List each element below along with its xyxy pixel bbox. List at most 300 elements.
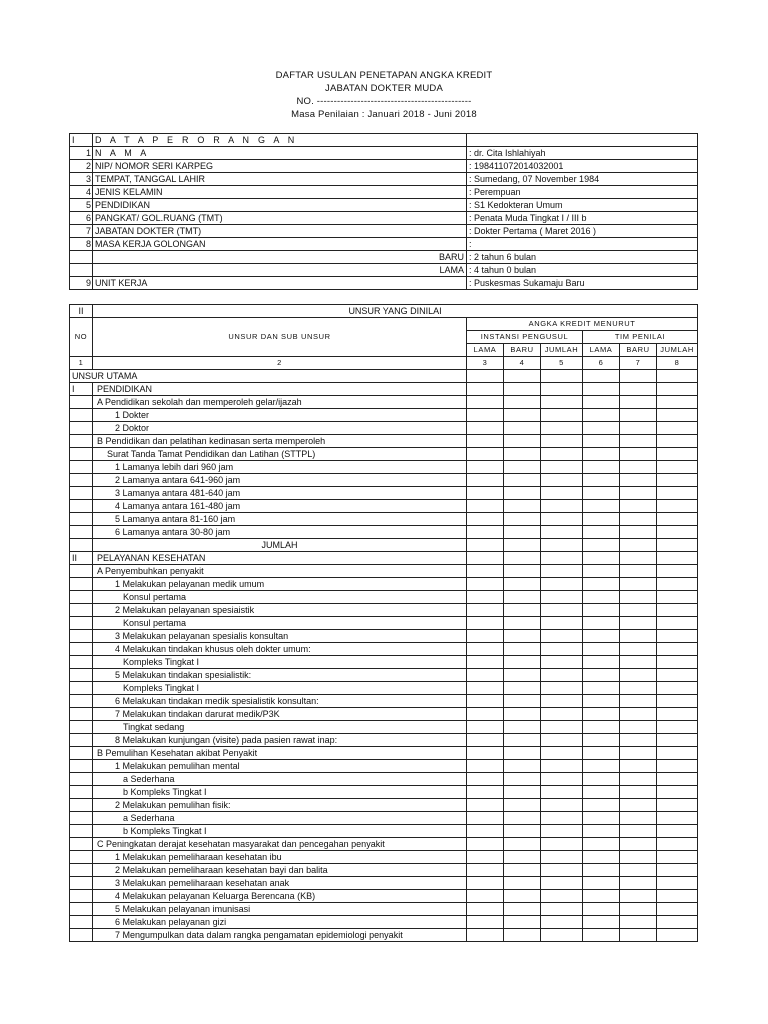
personal-row-no: 5 — [70, 199, 93, 212]
credit-value-cell — [541, 552, 583, 565]
assessment-row-text: 6 Lamanya antara 30-80 jam — [93, 526, 467, 539]
unit-kerja-row — [70, 277, 698, 290]
credit-value-cell — [467, 617, 504, 630]
credit-value-cell — [467, 747, 504, 760]
credit-value-cell — [620, 656, 657, 669]
personal-row-no: 7 — [70, 225, 93, 238]
credit-value-cell — [620, 851, 657, 864]
credit-value-cell — [504, 630, 541, 643]
credit-value-cell — [504, 435, 541, 448]
doc-subtitle: JABATAN DOKTER MUDA — [325, 83, 443, 94]
assessment-row — [70, 890, 698, 903]
personal-data-body — [70, 134, 698, 290]
assessment-row-no — [70, 435, 93, 448]
credit-value-cell — [467, 916, 504, 929]
credit-value-cell — [541, 812, 583, 825]
credit-value-cell — [657, 630, 698, 643]
credit-value-cell — [541, 630, 583, 643]
credit-value-cell — [541, 448, 583, 461]
doc-title: DAFTAR USULAN PENETAPAN ANGKA KREDIT — [275, 70, 493, 81]
credit-value-cell — [541, 708, 583, 721]
credit-value-cell — [620, 864, 657, 877]
assessment-row-no — [70, 838, 93, 851]
personal-row — [70, 225, 698, 238]
assessment-row-no — [70, 448, 93, 461]
credit-value-cell — [657, 708, 698, 721]
assessment-row — [70, 474, 698, 487]
personal-row-value: : Sumedang, 07 November 1984 — [467, 173, 698, 186]
credit-value-cell — [504, 903, 541, 916]
personal-row — [70, 238, 698, 251]
assessment-row — [70, 903, 698, 916]
credit-value-cell — [467, 565, 504, 578]
credit-value-cell — [541, 838, 583, 851]
credit-value-cell — [467, 539, 504, 552]
credit-value-cell — [583, 487, 620, 500]
assessment-row-no — [70, 526, 93, 539]
assessment-row-no — [70, 903, 93, 916]
assessment-row-no — [70, 851, 93, 864]
credit-value-cell — [583, 604, 620, 617]
credit-value-cell — [583, 370, 620, 383]
personal-row-label: JENIS KELAMIN — [93, 186, 467, 199]
credit-value-cell — [583, 513, 620, 526]
credit-value-cell — [504, 838, 541, 851]
credit-value-cell — [541, 565, 583, 578]
credit-value-cell — [504, 916, 541, 929]
assessment-row-text: 2 Melakukan pelayanan spesiaistik — [93, 604, 467, 617]
credit-value-cell — [657, 565, 698, 578]
credit-value-cell — [541, 916, 583, 929]
credit-value-cell — [467, 474, 504, 487]
assessment-row — [70, 773, 698, 786]
credit-value-cell — [504, 695, 541, 708]
credit-value-cell — [583, 422, 620, 435]
assessment-row-text: JUMLAH — [93, 539, 467, 552]
credit-value-cell — [541, 695, 583, 708]
credit-value-cell — [467, 799, 504, 812]
assessment-row-text: B Pendidikan dan pelatihan kedinasan serta memperoleh — [93, 435, 467, 448]
credit-value-cell — [467, 396, 504, 409]
credit-value-cell — [541, 461, 583, 474]
assessment-row-text: A Penyembuhkan penyakit — [93, 565, 467, 578]
personal-data-table — [69, 133, 698, 290]
credit-value-cell — [620, 370, 657, 383]
col-angka-header: ANGKA KREDIT MENURUT — [467, 318, 698, 331]
assessment-row — [70, 409, 698, 422]
credit-value-cell — [583, 747, 620, 760]
credit-value-cell — [620, 825, 657, 838]
personal-row-no: 4 — [70, 186, 93, 199]
assessment-row-no — [70, 396, 93, 409]
credit-value-cell — [620, 786, 657, 799]
credit-value-cell — [657, 578, 698, 591]
credit-value-cell — [583, 396, 620, 409]
credit-value-cell — [657, 552, 698, 565]
credit-value-cell — [583, 669, 620, 682]
personal-section-header-row — [70, 134, 698, 147]
personal-row-label: NIP/ NOMOR SERI KARPEG — [93, 160, 467, 173]
assessment-row-no — [70, 487, 93, 500]
assessment-row-text: 8 Melakukan kunjungan (visite) pada pasien rawat inap: — [93, 734, 467, 747]
credit-value-cell — [504, 825, 541, 838]
personal-row — [70, 186, 698, 199]
personal-row-label: N A M A — [93, 147, 467, 160]
assessment-row — [70, 669, 698, 682]
credit-value-cell — [467, 552, 504, 565]
assessment-row-text: 2 Doktor — [93, 422, 467, 435]
credit-value-cell — [467, 773, 504, 786]
assessment-table — [69, 304, 698, 942]
credit-value-cell — [467, 370, 504, 383]
assessment-roman: II — [70, 305, 93, 318]
credit-value-cell — [657, 656, 698, 669]
assessment-row — [70, 838, 698, 851]
masa-kerja-baru-label: BARU — [93, 251, 467, 264]
personal-row — [70, 212, 698, 225]
credit-value-cell — [583, 799, 620, 812]
credit-value-cell — [620, 669, 657, 682]
sub-lama-2: LAMA — [583, 344, 620, 357]
credit-value-cell — [620, 890, 657, 903]
credit-value-cell — [657, 734, 698, 747]
personal-row — [70, 199, 698, 212]
column-number: 7 — [620, 357, 657, 370]
credit-value-cell — [467, 448, 504, 461]
assessment-header-row-1 — [70, 318, 698, 331]
credit-value-cell — [467, 591, 504, 604]
assessment-row — [70, 851, 698, 864]
personal-row-label: TEMPAT, TANGGAL LAHIR — [93, 173, 467, 186]
credit-value-cell — [620, 799, 657, 812]
credit-value-cell — [657, 825, 698, 838]
credit-value-cell — [541, 383, 583, 396]
assessment-row-no: II — [70, 552, 93, 565]
assessment-period: Masa Penilaian : Januari 2018 - Juni 2018 — [291, 109, 477, 120]
credit-value-cell — [467, 630, 504, 643]
credit-value-cell — [620, 526, 657, 539]
credit-value-cell — [620, 500, 657, 513]
credit-value-cell — [657, 877, 698, 890]
assessment-row-no — [70, 747, 93, 760]
credit-value-cell — [467, 838, 504, 851]
credit-value-cell — [583, 383, 620, 396]
credit-value-cell — [541, 643, 583, 656]
credit-value-cell — [657, 487, 698, 500]
credit-value-cell — [504, 604, 541, 617]
assessment-row — [70, 643, 698, 656]
unit-kerja-value: : Puskesmas Sukamaju Baru — [467, 277, 698, 290]
masa-kerja-baru-no — [70, 251, 93, 264]
unit-kerja-no: 9 — [70, 277, 93, 290]
credit-value-cell — [467, 435, 504, 448]
assessment-row-no — [70, 643, 93, 656]
personal-row-label: JABATAN DOKTER (TMT) — [93, 225, 467, 238]
assessment-row-text: 7 Melakukan tindakan darurat medik/P3K — [93, 708, 467, 721]
assessment-row-no — [70, 617, 93, 630]
credit-value-cell — [504, 539, 541, 552]
assessment-row — [70, 448, 698, 461]
credit-value-cell — [620, 435, 657, 448]
credit-value-cell — [541, 747, 583, 760]
credit-value-cell — [504, 812, 541, 825]
credit-value-cell — [541, 903, 583, 916]
credit-value-cell — [620, 721, 657, 734]
assessment-row-no — [70, 630, 93, 643]
credit-value-cell — [657, 890, 698, 903]
assessment-row-no — [70, 890, 93, 903]
credit-value-cell — [620, 682, 657, 695]
assessment-row-no — [70, 682, 93, 695]
masa-kerja-lama-row — [70, 264, 698, 277]
credit-value-cell — [541, 539, 583, 552]
credit-value-cell — [657, 526, 698, 539]
credit-value-cell — [541, 409, 583, 422]
assessment-row — [70, 721, 698, 734]
assessment-row-text: A Pendidikan sekolah dan memperoleh gelar/ijazah — [93, 396, 467, 409]
credit-value-cell — [620, 903, 657, 916]
credit-value-cell — [657, 370, 698, 383]
doc-number: NO. ---------------------------------------------- — [296, 96, 472, 107]
assessment-row-text: a Sederhana — [93, 812, 467, 825]
credit-value-cell — [541, 786, 583, 799]
credit-value-cell — [583, 435, 620, 448]
credit-value-cell — [657, 604, 698, 617]
credit-value-cell — [504, 526, 541, 539]
credit-value-cell — [583, 721, 620, 734]
credit-value-cell — [504, 474, 541, 487]
credit-value-cell — [541, 773, 583, 786]
credit-value-cell — [504, 656, 541, 669]
assessment-row-text: B Pemulihan Kesehatan akibat Penyakit — [93, 747, 467, 760]
assessment-row — [70, 383, 698, 396]
credit-value-cell — [541, 656, 583, 669]
assessment-row — [70, 435, 698, 448]
credit-value-cell — [504, 890, 541, 903]
credit-value-cell — [541, 851, 583, 864]
credit-value-cell — [504, 500, 541, 513]
credit-value-cell — [583, 682, 620, 695]
credit-value-cell — [467, 825, 504, 838]
credit-value-cell — [541, 682, 583, 695]
credit-value-cell — [657, 396, 698, 409]
col-tim-header: TIM PENILAI — [583, 331, 698, 344]
masa-kerja-lama-label: LAMA — [93, 264, 467, 277]
credit-value-cell — [467, 643, 504, 656]
section-title: D A T A P E R O R A N G A N — [93, 134, 467, 147]
credit-value-cell — [583, 773, 620, 786]
credit-value-cell — [620, 734, 657, 747]
personal-row-value: : S1 Kedokteran Umum — [467, 199, 698, 212]
assessment-row — [70, 461, 698, 474]
assessment-row-text: 1 Melakukan pemeliharaan kesehatan ibu — [93, 851, 467, 864]
assessment-row — [70, 370, 698, 383]
assessment-row — [70, 812, 698, 825]
credit-value-cell — [583, 578, 620, 591]
credit-value-cell — [583, 903, 620, 916]
col-no-header: NO — [70, 318, 93, 357]
credit-value-cell — [583, 838, 620, 851]
credit-value-cell — [657, 682, 698, 695]
assessment-row-text: 3 Melakukan pemeliharaan kesehatan anak — [93, 877, 467, 890]
column-number: 1 — [70, 357, 93, 370]
credit-value-cell — [657, 851, 698, 864]
credit-value-cell — [657, 929, 698, 942]
assessment-row-no — [70, 708, 93, 721]
credit-value-cell — [467, 721, 504, 734]
assessment-row-text: C Peningkatan derajat kesehatan masyarakat dan pencegahan penyakit — [93, 838, 467, 851]
credit-value-cell — [504, 682, 541, 695]
credit-value-cell — [541, 890, 583, 903]
credit-value-cell — [467, 578, 504, 591]
credit-value-cell — [657, 461, 698, 474]
personal-row-value: : 198411072014032001 — [467, 160, 698, 173]
assessment-row — [70, 682, 698, 695]
sub-jumlah-1: JUMLAH — [541, 344, 583, 357]
credit-value-cell — [504, 383, 541, 396]
credit-value-cell — [467, 500, 504, 513]
assessment-row-text: Tingkat sedang — [93, 721, 467, 734]
credit-value-cell — [504, 747, 541, 760]
credit-value-cell — [504, 370, 541, 383]
assessment-row-text: 5 Lamanya antara 81-160 jam — [93, 513, 467, 526]
assessment-row-no — [70, 916, 93, 929]
credit-value-cell — [467, 487, 504, 500]
credit-value-cell — [583, 565, 620, 578]
personal-row-label: PANGKAT/ GOL.RUANG (TMT) — [93, 212, 467, 225]
credit-value-cell — [657, 695, 698, 708]
credit-value-cell — [583, 630, 620, 643]
credit-value-cell — [467, 851, 504, 864]
personal-row — [70, 147, 698, 160]
sub-baru-2: BARU — [620, 344, 657, 357]
assessment-row — [70, 604, 698, 617]
credit-value-cell — [583, 552, 620, 565]
credit-value-cell — [467, 708, 504, 721]
credit-value-cell — [504, 409, 541, 422]
credit-value-cell — [620, 617, 657, 630]
credit-value-cell — [504, 565, 541, 578]
assessment-row — [70, 552, 698, 565]
credit-value-cell — [504, 708, 541, 721]
assessment-row-text: 5 Melakukan tindakan spesialistik: — [93, 669, 467, 682]
assessment-row-text: 6 Melakukan tindakan medik spesialistik konsultan: — [93, 695, 467, 708]
unit-kerja-label: UNIT KERJA — [93, 277, 467, 290]
column-number: 8 — [657, 357, 698, 370]
credit-value-cell — [467, 877, 504, 890]
credit-value-cell — [583, 929, 620, 942]
credit-value-cell — [657, 786, 698, 799]
assessment-row-no — [70, 773, 93, 786]
assessment-row — [70, 526, 698, 539]
assessment-row — [70, 825, 698, 838]
assessment-row-text: 1 Melakukan pelayanan medik umum — [93, 578, 467, 591]
credit-value-cell — [541, 760, 583, 773]
assessment-row-text: 2 Melakukan pemeliharaan kesehatan bayi dan balita — [93, 864, 467, 877]
personal-row-value: : dr. Cita Ishlahiyah — [467, 147, 698, 160]
assessment-row-no — [70, 591, 93, 604]
credit-value-cell — [467, 734, 504, 747]
masa-kerja-baru-row — [70, 251, 698, 264]
credit-value-cell — [620, 461, 657, 474]
credit-value-cell — [467, 760, 504, 773]
credit-value-cell — [467, 409, 504, 422]
credit-value-cell — [657, 669, 698, 682]
personal-row-value: : Penata Muda Tingkat I / III b — [467, 212, 698, 225]
assessment-row-text: 1 Lamanya lebih dari 960 jam — [93, 461, 467, 474]
assessment-row — [70, 864, 698, 877]
assessment-row-no — [70, 669, 93, 682]
credit-value-cell — [620, 812, 657, 825]
credit-value-cell — [583, 695, 620, 708]
credit-value-cell — [620, 396, 657, 409]
assessment-row — [70, 695, 698, 708]
credit-value-cell — [620, 578, 657, 591]
credit-value-cell — [657, 721, 698, 734]
credit-value-cell — [620, 422, 657, 435]
assessment-row-text: Konsul pertama — [93, 591, 467, 604]
personal-row-label: PENDIDIKAN — [93, 199, 467, 212]
credit-value-cell — [620, 539, 657, 552]
assessment-row-no — [70, 422, 93, 435]
credit-value-cell — [583, 617, 620, 630]
credit-value-cell — [504, 487, 541, 500]
credit-value-cell — [657, 409, 698, 422]
credit-value-cell — [541, 877, 583, 890]
assessment-row-no — [70, 825, 93, 838]
credit-value-cell — [657, 903, 698, 916]
assessment-row-text: PENDIDIKAN — [93, 383, 467, 396]
credit-value-cell — [541, 591, 583, 604]
assessment-row — [70, 617, 698, 630]
assessment-row-text: 2 Melakukan pemulihan fisik: — [93, 799, 467, 812]
credit-value-cell — [541, 526, 583, 539]
credit-value-cell — [467, 383, 504, 396]
assessment-row-text: 5 Melakukan pelayanan imunisasi — [93, 903, 467, 916]
credit-value-cell — [467, 890, 504, 903]
credit-value-cell — [541, 578, 583, 591]
personal-row-no: 3 — [70, 173, 93, 186]
assessment-row-text: 1 Melakukan pemulihan mental — [93, 760, 467, 773]
credit-value-cell — [657, 591, 698, 604]
credit-value-cell — [504, 617, 541, 630]
credit-value-cell — [541, 487, 583, 500]
credit-value-cell — [504, 552, 541, 565]
credit-value-cell — [583, 864, 620, 877]
assessment-row — [70, 578, 698, 591]
credit-value-cell — [541, 500, 583, 513]
assessment-row — [70, 630, 698, 643]
assessment-row-text: UNSUR UTAMA — [70, 370, 467, 383]
credit-value-cell — [504, 422, 541, 435]
credit-value-cell — [467, 526, 504, 539]
credit-value-cell — [583, 526, 620, 539]
credit-value-cell — [467, 513, 504, 526]
credit-value-cell — [583, 708, 620, 721]
credit-value-cell — [541, 513, 583, 526]
assessment-body — [70, 305, 698, 942]
assessment-row-no — [70, 604, 93, 617]
credit-value-cell — [541, 617, 583, 630]
assessment-row-text: 1 Dokter — [93, 409, 467, 422]
credit-value-cell — [541, 604, 583, 617]
credit-value-cell — [504, 929, 541, 942]
credit-value-cell — [620, 591, 657, 604]
masa-kerja-baru-value: : 2 tahun 6 bulan — [467, 251, 698, 264]
credit-value-cell — [504, 461, 541, 474]
credit-value-cell — [620, 604, 657, 617]
credit-value-cell — [504, 591, 541, 604]
